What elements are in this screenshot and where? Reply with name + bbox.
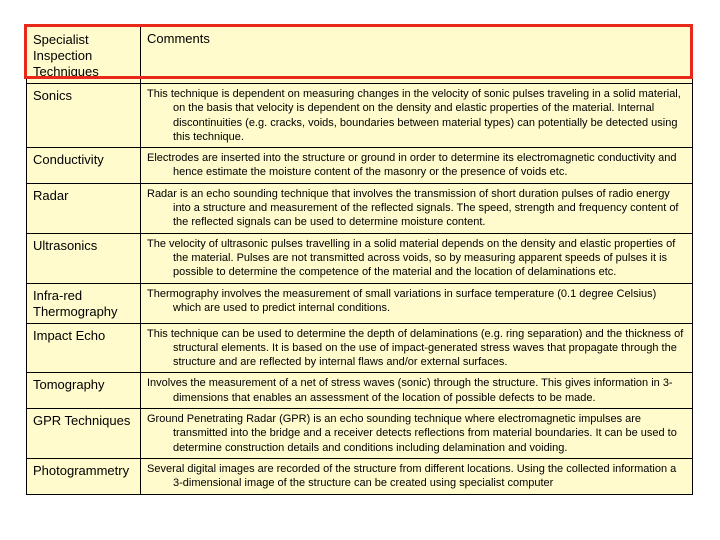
technique-name: Tomography: [27, 373, 141, 409]
technique-name: GPR Techniques: [27, 409, 141, 459]
technique-comment: The velocity of ultrasonic pulses travelling in a solid material depends on the density and elastic properties of the material. Pulses are not transmitted across voids, so by measuring apparent speeds of pulses it is possible to determine the competence of the material and the location of delaminations etc.: [147, 237, 676, 279]
technique-comment: Electrodes are inserted into the structure or ground in order to determine its electromagnetic conductivity and hence estimate the moisture content of the masonry or the presence of voids etc.: [147, 152, 677, 179]
technique-name: Conductivity: [27, 148, 141, 184]
table-row: [27, 409, 693, 459]
technique-name: Photogrammetry: [27, 458, 141, 494]
technique-comment: Several digital images are recorded of the structure from different locations. Using the collected information a 3-dimensional image of the structure can be created using specialist computer: [147, 462, 677, 490]
header-comments: Comments: [141, 26, 693, 84]
table-row: [27, 323, 693, 373]
technique-comment: Radar is an echo sounding technique that involves the transmission of short duration pulses of radio energy into a structure and measurement of the reflected signals. The speed, strength and frequency content of the reflected signals can be used to determine moisture content.: [147, 187, 679, 229]
technique-name: Ultrasonics: [27, 233, 141, 283]
technique-name: Infra-red Thermography: [27, 283, 141, 323]
technique-comment: This technique can be used to determine the depth of delaminations (e.g. ring separation) and the thickness of structural elements. It is based on the use of impact-generated stress waves that propagate through the structure and are reflected by internal flaws and/or external surfaces.: [147, 327, 684, 369]
technique-comment: Involves the measurement of a net of stress waves (sonic) through the structure. This gives information in 3-dimensions that enables an assessment of the location of possible defects to be made.: [147, 377, 673, 404]
technique-name: Impact Echo: [27, 323, 141, 373]
header-technique: Specialist Inspection Techniques: [27, 26, 141, 84]
technique-comment: Ground Penetrating Radar (GPR) is an echo sounding technique where electromagnetic impulses are transmitted into the bridge and a receiver detects reflections from material boundaries. It can be used to determine construction details and conditions including delamination and voiding.: [147, 413, 677, 454]
technique-comment: Thermography involves the measurement of small variations in surface temperature (0.1 degree Celsius) which are used to predict internal conditions.: [147, 287, 657, 314]
table-row: [27, 84, 693, 148]
table-row: [27, 148, 693, 184]
table-row: [27, 233, 693, 283]
table-row: [27, 373, 693, 409]
table-header-row: [27, 26, 693, 84]
technique-name: Radar: [27, 183, 141, 233]
table-row: [27, 183, 693, 233]
inspection-techniques-table: [26, 25, 693, 495]
table-row: [27, 458, 693, 494]
table-row: [27, 283, 693, 323]
technique-name: Sonics: [27, 84, 141, 148]
technique-comment: This technique is dependent on measuring changes in the velocity of sonic pulses traveling in a solid material, on the basis that velocity is dependent on the density and elastic properties of the material. Internal discontinuities (e.g. cracks, voids, boundaries between material types) can potentially be detected using this technique.: [147, 88, 681, 143]
